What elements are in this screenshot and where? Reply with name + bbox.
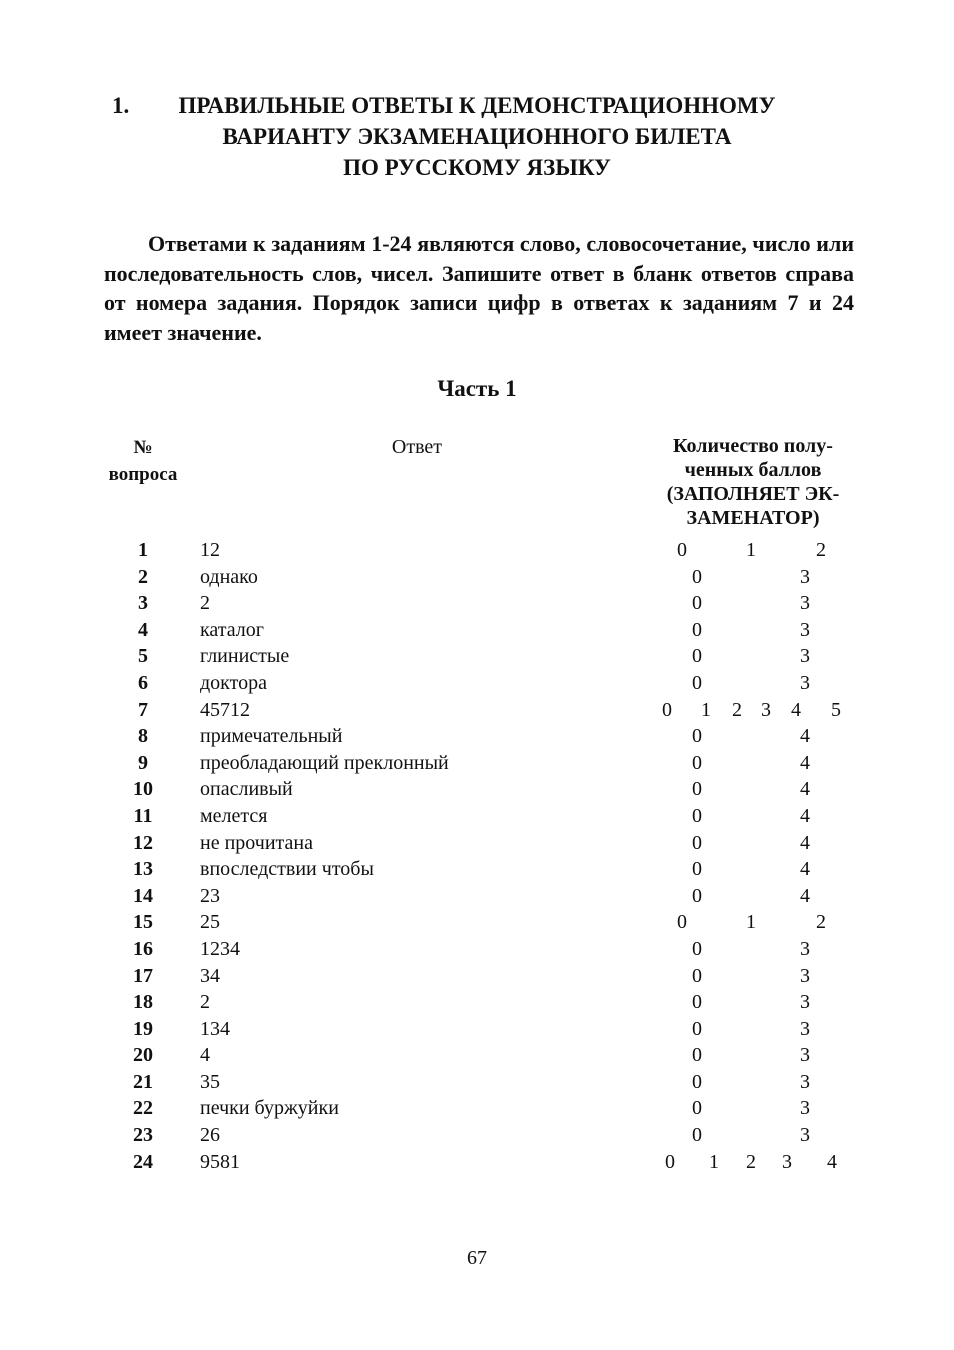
score-value: 0 xyxy=(662,698,672,721)
question-number-header xyxy=(96,434,190,488)
question-number: 22 xyxy=(133,1097,153,1120)
question-number-header-line-1: № xyxy=(133,437,153,458)
score-value: 0 xyxy=(677,911,687,934)
score-header-line-1: Количество полу- xyxy=(673,435,833,457)
table-row xyxy=(0,1069,954,1096)
question-number: 18 xyxy=(133,991,153,1014)
table-row xyxy=(0,643,954,670)
answer-value: 4 xyxy=(200,1044,210,1067)
score-value: 3 xyxy=(800,937,810,960)
table-row xyxy=(0,697,954,724)
score-value: 4 xyxy=(800,804,810,827)
score-header-line-3: (ЗАПОЛНЯЕТ ЭК- xyxy=(666,483,840,505)
question-number: 1 xyxy=(138,539,148,561)
answer-value: впоследствии чтобы xyxy=(200,858,374,881)
answer-value: примечательный xyxy=(200,725,343,748)
score-options xyxy=(600,723,900,750)
table-row xyxy=(0,1016,954,1043)
score-value: 1 xyxy=(746,539,756,561)
answer-value: доктора xyxy=(200,671,267,694)
score-value: 3 xyxy=(782,1150,792,1173)
score-value: 0 xyxy=(692,565,702,588)
question-number: 16 xyxy=(133,937,153,960)
score-value: 0 xyxy=(677,539,687,561)
answer-value: 23 xyxy=(200,884,220,907)
score-value: 3 xyxy=(800,565,810,588)
score-options xyxy=(600,883,900,910)
table-row xyxy=(0,989,954,1016)
score-value: 0 xyxy=(692,1124,702,1147)
answer-value: мелется xyxy=(200,804,268,827)
table-row xyxy=(0,564,954,591)
score-options xyxy=(600,697,900,724)
score-options xyxy=(600,643,900,670)
question-number: 23 xyxy=(133,1124,153,1147)
score-value: 2 xyxy=(732,698,742,721)
score-options xyxy=(600,909,900,936)
score-value: 3 xyxy=(800,1097,810,1120)
answer-value: 2 xyxy=(200,592,210,615)
question-number: 2 xyxy=(138,565,148,588)
answer-value: глинистые xyxy=(200,645,290,668)
score-value: 0 xyxy=(692,1097,702,1120)
score-value: 0 xyxy=(692,858,702,881)
table-row xyxy=(0,1149,954,1176)
score-value: 0 xyxy=(692,645,702,668)
table-row xyxy=(0,537,954,564)
answer-value: не прочитана xyxy=(200,831,313,854)
answer-value: 134 xyxy=(200,1017,230,1040)
score-value: 0 xyxy=(692,884,702,907)
question-number: 11 xyxy=(133,804,153,827)
question-number: 19 xyxy=(133,1017,153,1040)
answer-value: однако xyxy=(200,565,258,588)
score-value: 3 xyxy=(800,1070,810,1093)
table-row xyxy=(0,803,954,830)
score-value: 3 xyxy=(800,1044,810,1067)
score-value: 0 xyxy=(692,618,702,641)
score-options xyxy=(600,750,900,777)
score-value: 4 xyxy=(800,884,810,907)
score-value: 0 xyxy=(692,991,702,1014)
score-options xyxy=(600,1042,900,1069)
table-row xyxy=(0,856,954,883)
title-line-2: ВАРИАНТУ ЭКЗАМЕНАЦИОННОГО БИЛЕТА xyxy=(222,124,732,149)
table-row xyxy=(0,883,954,910)
score-value: 4 xyxy=(800,831,810,854)
score-options xyxy=(600,617,900,644)
question-number: 10 xyxy=(133,778,153,801)
score-value: 2 xyxy=(816,539,826,561)
score-value: 3 xyxy=(800,1017,810,1040)
answer-value: 25 xyxy=(200,911,220,934)
score-value: 0 xyxy=(692,964,702,987)
table-row xyxy=(0,1095,954,1122)
question-number: 21 xyxy=(133,1070,153,1093)
title-line-3: ПО РУССКОМУ ЯЗЫКУ xyxy=(343,155,611,180)
score-options xyxy=(600,1149,900,1176)
score-options xyxy=(600,564,900,591)
title-text-1: ПРАВИЛЬНЫЕ ОТВЕТЫ К ДЕМОНСТРАЦИОННОМУ xyxy=(178,93,776,118)
score-value: 0 xyxy=(665,1150,675,1173)
score-options xyxy=(600,989,900,1016)
answer-value: 12 xyxy=(200,539,220,561)
question-number: 5 xyxy=(138,645,148,668)
score-value: 0 xyxy=(692,804,702,827)
score-options xyxy=(600,670,900,697)
table-row xyxy=(0,723,954,750)
question-number: 13 xyxy=(133,858,153,881)
score-value: 4 xyxy=(800,725,810,748)
question-number: 9 xyxy=(138,751,148,774)
score-options xyxy=(600,1122,900,1149)
score-options xyxy=(600,963,900,990)
score-value: 0 xyxy=(692,778,702,801)
score-value: 4 xyxy=(827,1150,837,1173)
answers-table xyxy=(0,537,954,1175)
score-options xyxy=(600,776,900,803)
score-value: 2 xyxy=(816,911,826,934)
score-value: 0 xyxy=(692,1070,702,1093)
question-number: 15 xyxy=(133,911,153,934)
score-value: 0 xyxy=(692,751,702,774)
page-number: 67 xyxy=(467,1247,487,1269)
table-row xyxy=(0,963,954,990)
answer-value: 35 xyxy=(200,1070,220,1093)
score-header-line-2: ченных баллов xyxy=(684,459,822,481)
score-value: 3 xyxy=(800,991,810,1014)
score-options xyxy=(600,1095,900,1122)
section-number: 1. xyxy=(112,93,130,118)
question-number: 12 xyxy=(133,831,153,854)
score-value: 3 xyxy=(800,671,810,694)
score-value: 4 xyxy=(791,698,801,721)
score-value: 0 xyxy=(692,831,702,854)
table-row xyxy=(0,1042,954,1069)
score-value: 1 xyxy=(701,698,711,721)
score-options xyxy=(600,856,900,883)
score-value: 0 xyxy=(692,592,702,615)
part-heading: Часть 1 xyxy=(437,376,517,401)
question-number: 24 xyxy=(133,1150,153,1173)
score-value: 1 xyxy=(746,911,756,934)
answer-value: преобладающий преклонный xyxy=(200,751,449,774)
question-number: 14 xyxy=(133,884,153,907)
score-value: 3 xyxy=(800,1124,810,1147)
score-value: 1 xyxy=(709,1150,719,1173)
answer-value: 1234 xyxy=(200,937,240,960)
question-number: 3 xyxy=(138,592,148,615)
question-number: 4 xyxy=(138,618,148,641)
title-line-1 xyxy=(0,90,954,121)
score-value: 3 xyxy=(761,698,771,721)
score-value: 3 xyxy=(800,964,810,987)
score-value: 0 xyxy=(692,1017,702,1040)
score-value: 4 xyxy=(800,751,810,774)
table-row xyxy=(0,1122,954,1149)
table-row xyxy=(0,590,954,617)
score-options xyxy=(600,803,900,830)
score-value: 3 xyxy=(800,592,810,615)
answer-value: 34 xyxy=(200,964,220,987)
table-row xyxy=(0,617,954,644)
table-row xyxy=(0,670,954,697)
answer-value: опасливый xyxy=(200,778,293,801)
table-row xyxy=(0,750,954,777)
score-value: 0 xyxy=(692,725,702,748)
table-row xyxy=(0,936,954,963)
score-options xyxy=(600,936,900,963)
answer-value: 26 xyxy=(200,1124,220,1147)
score-value: 2 xyxy=(746,1150,756,1173)
score-options xyxy=(600,1016,900,1043)
score-header-line-4: ЗАМЕНАТОР) xyxy=(686,507,820,529)
score-value: 0 xyxy=(692,671,702,694)
score-header xyxy=(643,434,863,530)
answer-header: Ответ xyxy=(391,436,443,458)
score-value: 4 xyxy=(800,858,810,881)
score-value: 5 xyxy=(831,698,841,721)
score-options xyxy=(600,537,900,564)
question-number: 20 xyxy=(133,1044,153,1067)
table-row xyxy=(0,909,954,936)
score-options xyxy=(600,1069,900,1096)
answer-value: каталог xyxy=(200,618,264,641)
answer-value: 9581 xyxy=(200,1150,240,1173)
score-options xyxy=(600,830,900,857)
answer-value: печки буржуйки xyxy=(200,1097,339,1120)
score-value: 0 xyxy=(692,937,702,960)
table-row xyxy=(0,776,954,803)
table-row xyxy=(0,830,954,857)
question-number: 6 xyxy=(138,671,148,694)
answer-value: 45712 xyxy=(200,698,250,721)
question-number: 8 xyxy=(138,725,148,748)
score-value: 0 xyxy=(692,1044,702,1067)
score-value: 4 xyxy=(800,778,810,801)
score-options xyxy=(600,590,900,617)
score-value: 3 xyxy=(800,618,810,641)
question-number: 7 xyxy=(138,698,148,721)
question-number-header-line-2: вопроса xyxy=(108,464,178,485)
instructions-paragraph: Ответами к заданиям 1-24 являются слово, словосочетание, число или последовательность слов, чисел. Запишите ответ в бланк ответов справа от номера задания. Порядок записи цифр в ответах к заданиям 7 и 24 имеет значение. xyxy=(104,231,854,345)
score-value: 3 xyxy=(800,645,810,668)
question-number: 17 xyxy=(133,964,153,987)
answer-value: 2 xyxy=(200,991,210,1014)
